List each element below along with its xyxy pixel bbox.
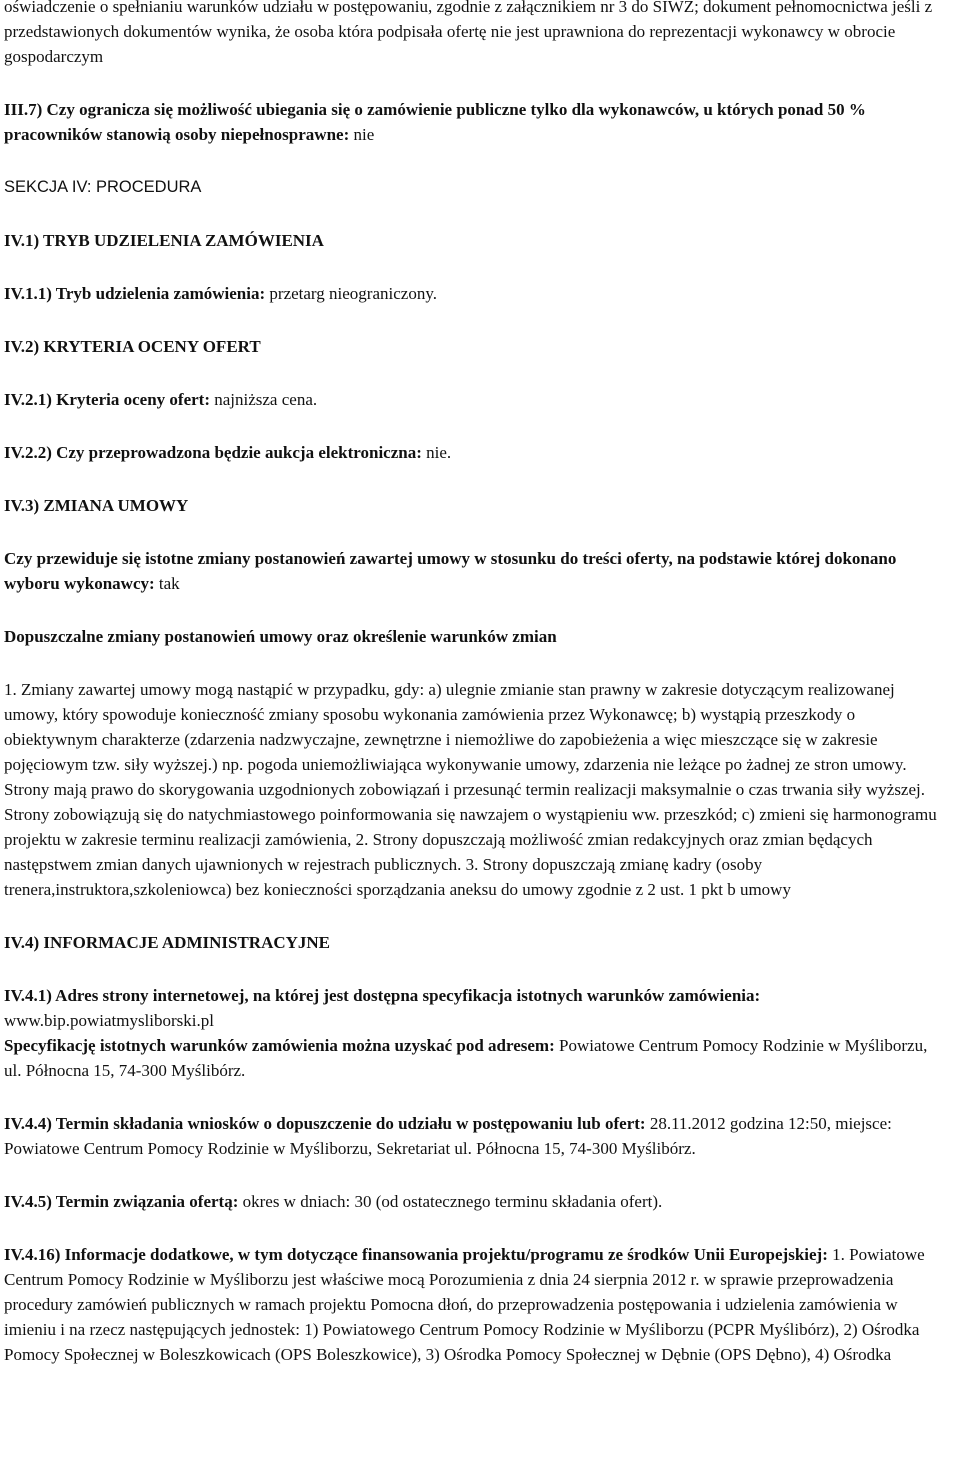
iv21-value: najniższa cena. — [209, 390, 318, 409]
iv3q-label: Czy przewiduje się istotne zmiany postanowień zawartej umowy w stosunku do treści oferty, na podstawie której dokonano wyboru wykonawcy: — [4, 549, 897, 593]
iv416-value: 1. Powiatowe Centrum Pomocy Rodzinie w Myśliborzu jest właściwe mocą Porozumienia z dnia 24 sierpnia 2012 r. w sprawie przeprowadzenia procedury zamówień publicznych w ramach projektu Pomocna dłoń, do przeprowadzenia postępowania i udzielenia zamówienia w imieniu i na rzecz następujących jednostek: 1) Powiatowego Centrum Pomocy Rodzinie w Myśliborzu (PCPR Myślibórz), 2) Ośrodka Pomocy Społecznej w Boleszkowicach (OPS Boleszkowice), 3) Ośrodka Pomocy Społecznej w Dębnie (OPS Dębno), 4) Ośrodka — [4, 1245, 925, 1364]
iv3q-value: tak — [154, 574, 180, 593]
iv4-title: IV.4) INFORMACJE ADMINISTRACYJNE — [4, 933, 331, 952]
iv11-row — [4, 281, 948, 306]
iv22-value: nie. — [421, 443, 452, 462]
iv41-url: www.bip.powiatmysliborski.pl — [4, 1011, 214, 1030]
iv44-row — [4, 1111, 948, 1161]
iv22-row — [4, 440, 948, 465]
iv21-label: IV.2.1) Kryteria oceny ofert: — [4, 390, 210, 409]
iv45-value: okres w dniach: 30 (od ostatecznego terminu składania ofert). — [238, 1192, 663, 1211]
iv416-label: IV.4.16) Informacje dodatkowe, w tym dotyczące finansowania projektu/programu ze środków Unii Europejskiej: — [4, 1245, 828, 1264]
iv11-value: przetarg nieograniczony. — [265, 284, 437, 303]
iii7-label: III.7) Czy ogranicza się możliwość ubiegania się o zamówienie publiczne tylko dla wykonawców, u których ponad 50 % pracowników stanowią osoby niepełnosprawne: — [4, 100, 866, 144]
intro-paragraph — [4, 0, 948, 69]
iv1-heading — [4, 228, 948, 253]
iv21-row — [4, 387, 948, 412]
intro-text: oświadczenie o spełnianiu warunków udziału w postępowaniu, zgodnie z załącznikiem nr 3 do SIWZ; dokument pełnomocnictwa jeśli z przedstawionych dokumentów wynika, że osoba która podpisała ofertę nie jest uprawniona do reprezentacji wykonawcy w obrocie gospodarczym — [4, 0, 933, 66]
iv41-address: Powiatowe Centrum Pomocy Rodzinie w Myśliborzu, ul. Północna 15, 74-300 Myślibórz. — [4, 1036, 928, 1080]
iv41-row — [4, 983, 948, 1083]
iv4-heading — [4, 930, 948, 955]
iv3-changes-heading — [4, 624, 948, 649]
iv416-row — [4, 1242, 948, 1367]
iv22-label: IV.2.2) Czy przeprowadzona będzie aukcja elektroniczna: — [4, 443, 422, 462]
iv3-question — [4, 546, 948, 596]
iv41-label2: Specyfikację istotnych warunków zamówienia można uzyskać pod adresem: — [4, 1036, 555, 1055]
iv45-row — [4, 1189, 948, 1214]
iii7-value: nie — [349, 125, 375, 144]
iv41-label: IV.4.1) Adres strony internetowej, na której jest dostępna specyfikacja istotnych warunków zamówienia: — [4, 986, 761, 1005]
iv2-title: IV.2) KRYTERIA OCENY OFERT — [4, 337, 261, 356]
iv3-changes-label: Dopuszczalne zmiany postanowień umowy oraz określenie warunków zmian — [4, 627, 557, 646]
section-iii7 — [4, 97, 948, 147]
iv3-title: IV.3) ZMIANA UMOWY — [4, 496, 189, 515]
iv1-title: IV.1) TRYB UDZIELENIA ZAMÓWIENIA — [4, 231, 324, 250]
iv2-heading — [4, 334, 948, 359]
iv45-label: IV.4.5) Termin związania ofertą: — [4, 1192, 239, 1211]
iv44-label: IV.4.4) Termin składania wniosków o dopuszczenie do udziału w postępowaniu lub ofert: — [4, 1114, 646, 1133]
iv3-heading — [4, 493, 948, 518]
iv3-changes-text: 1. Zmiany zawartej umowy mogą nastąpić w przypadku, gdy: a) ulegnie zmianie stan prawny w zakresie dotyczącym realizowanej umowy, który spowoduje konieczność zmiany sposobu wykonania zamówienia przez Wykonawcę; b) wystąpią przeszkody o obiektywnym charakterze (zdarzenia nadzwyczajne, zewnętrzne i niemożliwe do zapobieżenia a więc mieszczące się w zakresie pojęciowym tzw. siły wyższej.) np. pogoda uniemożliwiająca wykonywanie umowy, zdarzenia nie leżące po żadnej ze stron umowy. Strony mają prawo do skorygowania uzgodnionych zobowiązań i przesunąć termin realizacji maksymalnie o czas trwania siły wyższej. Strony zobowiązują się do natychmiastowego poinformowania się nawzajem o wystąpieniu ww. przeszkód; c) zmieni się harmonogramu projektu w zakresie terminu realizacji zamówienia, 2. Strony dopuszczają możliwość zmian redakcyjnych oraz zmian będących następstwem zmian danych ujawnionych w rejestrach publicznych. 3. Strony dopuszczają zmianę kadry (osoby trenera,instruktora,szkoleniowca) bez konieczności sporządzania aneksu do umowy zgodnie z 2 ust. 1 pkt b umowy — [4, 680, 937, 899]
iv44-value: 28.11.2012 godzina 12:50, miejsce: Powiatowe Centrum Pomocy Rodzinie w Myśliborzu, Sekretariat ul. Północna 15, 74-300 Myślibórz. — [4, 1114, 892, 1158]
section-4-title: SEKCJA IV: PROCEDURA — [4, 178, 202, 196]
iv11-label: IV.1.1) Tryb udzielenia zamówienia: — [4, 284, 266, 303]
